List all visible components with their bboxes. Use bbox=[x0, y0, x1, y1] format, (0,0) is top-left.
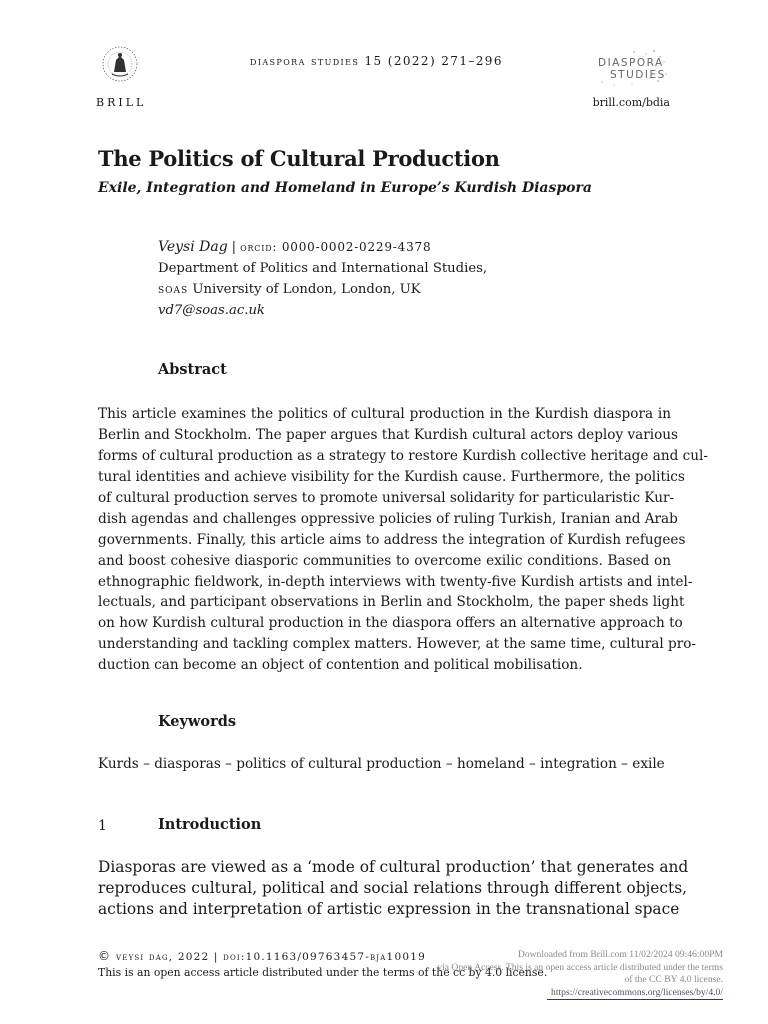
intro-body bbox=[98, 857, 689, 920]
copyright-doi[interactable]: veysi dag, 2022 | doi:10.1163/09763457-bja10019 bbox=[116, 951, 426, 963]
download-stamp-line1: Downloaded from Brill.com 11/02/2024 09:46:00PM bbox=[517, 949, 723, 960]
logo-text-line1: DIASPORA bbox=[598, 57, 664, 69]
abstract-line: tural identities and achieve visibility for the Kurdish cause. Furthermore, the politics bbox=[98, 468, 685, 485]
download-stamp-line2: via Open Access. This is an open access article distributed under the terms bbox=[437, 962, 723, 973]
abstract-heading: Abstract bbox=[158, 361, 227, 378]
abstract-line: and boost cohesive diasporic communities to overcome exilic conditions. Based on bbox=[98, 552, 671, 569]
brill-logo bbox=[96, 44, 146, 110]
intro-line: reproduces cultural, political and social relations through different objects, bbox=[98, 879, 688, 897]
abstract-line: of cultural production serves to promote universal solidarity for particularistic Kur- bbox=[98, 489, 675, 506]
download-stamp-line3: of the CC BY 4.0 license. bbox=[624, 974, 723, 985]
keywords-heading: Keywords bbox=[158, 713, 237, 730]
section-number: 1 bbox=[98, 818, 107, 834]
brill-seal-icon bbox=[100, 44, 140, 88]
author-name: Veysi Dag bbox=[158, 239, 228, 255]
abstract-line: This article examines the politics of cultural production in the Kurdish diaspora in bbox=[98, 406, 671, 422]
abstract-line: understanding and tackling complex matters. However, at the same time, cultural pro- bbox=[98, 636, 696, 653]
license-url-link[interactable]: https://creativecommons.org/licenses/by/4.0/ bbox=[551, 987, 723, 998]
separator: | bbox=[231, 240, 237, 255]
intro-line: Diasporas are viewed as a ‘mode of cultural production’ that generates and bbox=[98, 858, 689, 876]
article-title: The Politics of Cultural Production bbox=[98, 146, 500, 171]
intro-line: actions and interpretation of artistic expression in the transnational space bbox=[98, 900, 680, 918]
section-title: Introduction bbox=[158, 816, 262, 833]
diaspora-studies-logo bbox=[594, 48, 672, 88]
article-subtitle: Exile, Integration and Homeland in Europe’s Kurdish Diaspora bbox=[98, 180, 592, 196]
link-underline bbox=[547, 999, 723, 1000]
abstract-line: governments. Finally, this article aims to address the integration of Kurdish refugees bbox=[98, 531, 686, 548]
keywords-list: Kurds – diasporas – politics of cultural production – homeland – integration – exile bbox=[98, 756, 665, 772]
author-block bbox=[158, 237, 487, 321]
abstract-line: duction can become an object of contention and political mobilisation. bbox=[98, 657, 583, 674]
abstract-line: ethnographic fieldwork, in-depth interviews with twenty-five Kurdish artists and intel- bbox=[98, 573, 693, 590]
abstract-line: forms of cultural production as a strategy to restore Kurdish collective heritage and cul- bbox=[98, 447, 708, 464]
copyright-line bbox=[98, 949, 426, 963]
publisher-name: BRILL bbox=[96, 96, 147, 109]
abstract-line: on how Kurdish cultural production in the diaspora offers an alternative approach to bbox=[98, 615, 683, 632]
license-line: This is an open access article distributed under the terms of the cc by 4.0 license. bbox=[98, 966, 548, 979]
abstract-line: Berlin and Stockholm. The paper argues that Kurdish cultural actors deploy various bbox=[98, 426, 678, 443]
author-email-link[interactable]: vd7@soas.ac.uk bbox=[158, 303, 265, 318]
copyright-icon: © bbox=[98, 949, 110, 963]
orcid-link[interactable]: orcid: 0000-0002-0229-4378 bbox=[240, 240, 432, 254]
journal-url-link[interactable]: brill.com/bdia bbox=[592, 96, 670, 109]
abstract-body bbox=[98, 404, 708, 676]
abstract-line: dish agendas and challenges oppressive policies of ruling Turkish, Iranian and Arab bbox=[98, 510, 678, 527]
affiliation-line2: University of London, London, UK bbox=[188, 282, 421, 297]
abstract-line: lectuals, and participant observations in Berlin and Stockholm, the paper sheds light bbox=[98, 594, 685, 611]
journal-citation: diaspora studies 15 (2022) 271–296 bbox=[250, 54, 503, 68]
affiliation-line1: Department of Politics and International Studies, bbox=[158, 261, 488, 276]
affiliation-soas: soas bbox=[158, 282, 189, 297]
logo-text-line2: STUDIES bbox=[610, 69, 666, 81]
